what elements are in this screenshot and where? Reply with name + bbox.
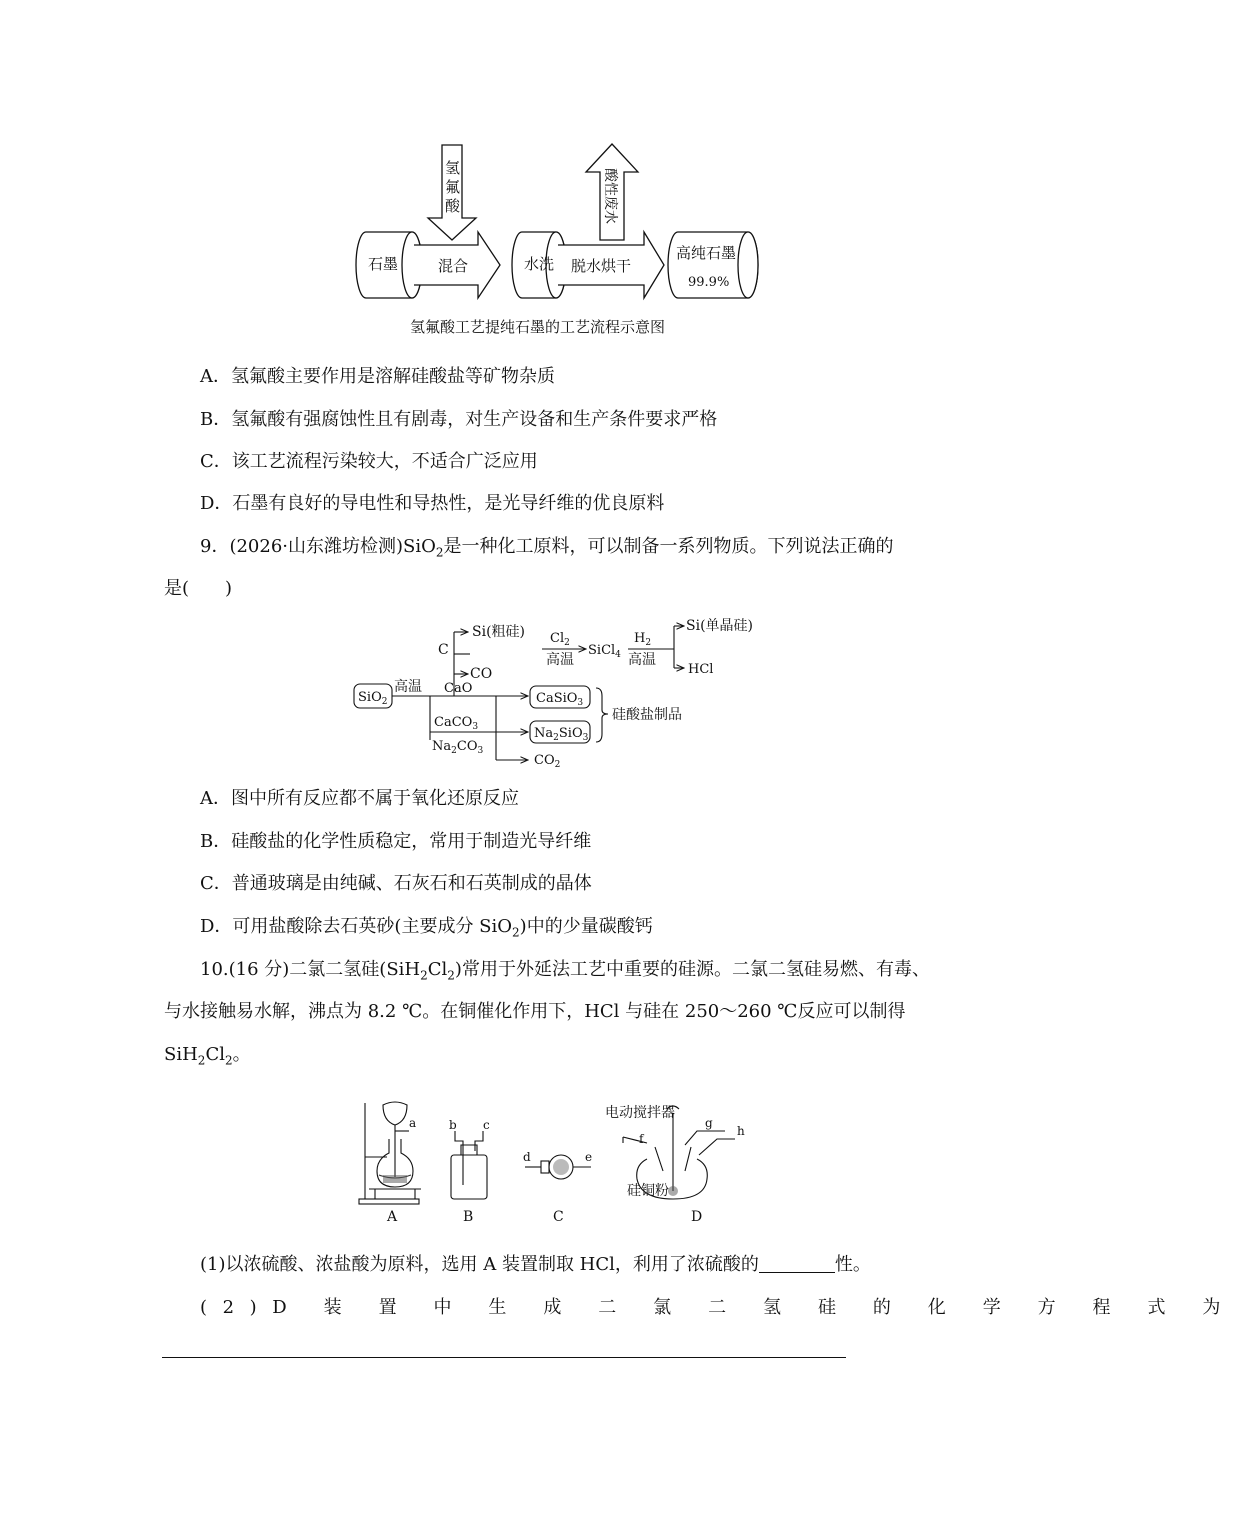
answer-line[interactable]	[162, 1357, 846, 1358]
label-e: e	[585, 1150, 593, 1164]
label-a: a	[409, 1116, 417, 1130]
gaowen-main: 高温	[394, 679, 422, 695]
product-casio3: CaSiO$_3$	[536, 691, 584, 708]
graphite-flow-diagram	[350, 140, 770, 310]
q10-line3: $SiH_2Cl_2$。	[164, 1044, 251, 1068]
apparatus-label-c: C	[553, 1209, 564, 1225]
q10-line2: 与水接触易水解，沸点为 8.2 ℃。在铜催化作用下，HCl 与硅在 250～260 ℃反应可以制得	[164, 1001, 906, 1022]
q8-option-a: A．氢氟酸主要作用是溶解硅酸盐等矿物杂质	[200, 366, 555, 387]
figure1-caption: 氢氟酸工艺提纯石墨的工艺流程示意图	[409, 318, 665, 336]
reagent-cao: CaO	[444, 681, 473, 696]
reagent-caco3: CaCO$_3$	[434, 715, 479, 732]
q10-sub2: (2)D 装 置 中 生 成 二 氯 二 氢 硅 的 化 学 方 程 式 为	[200, 1297, 1236, 1318]
q9-option-a: A．图中所有反应都不属于氧化还原反应	[200, 788, 519, 809]
product-na2sio3: $Na_2SiO_3$	[534, 726, 589, 743]
waste-label: 酸性废水	[602, 168, 618, 224]
q10-line1: 10.(16 分)二氯二氢硅$(SiH_2Cl_2)$常用于外延法工艺中重要的硅源。二氯二氢硅易燃、有毒、	[200, 959, 930, 983]
label-d: d	[523, 1150, 531, 1164]
box-wash-label: 水洗	[524, 255, 555, 273]
arrow-dry-label: 脱水烘干	[571, 257, 632, 275]
sio2-reaction-diagram	[350, 612, 770, 772]
hf-char-2: 氟	[445, 178, 461, 196]
product-label: 高纯石墨	[676, 244, 737, 262]
hf-char-1: 氢	[445, 159, 461, 177]
label-f: f	[639, 1132, 644, 1146]
q9-stem-line1: 9．(2026·山东潍坊检测)SiO$_2$是一种化工原料，可以制备一系列物质。下列说法正确的	[200, 536, 894, 560]
label-c: c	[483, 1118, 490, 1132]
product-sicl4: SiCl$_4$	[588, 643, 621, 660]
silicate-products-label: 硅酸盐制品	[612, 707, 682, 723]
apparatus-label-d: D	[691, 1209, 703, 1225]
q9-option-d: D．可用盐酸除去石英砂(主要成分 SiO$_2$)中的少量碳酸钙	[200, 916, 653, 940]
q9-option-b: B．硅酸盐的化学性质稳定，常用于制造光导纤维	[200, 831, 592, 852]
product-si-crude: Si(粗硅)	[472, 624, 525, 640]
reagent-na2co3: $Na_2CO_3$	[432, 739, 484, 756]
product-si-single: Si(单晶硅)	[686, 618, 753, 634]
product-hcl: HCl	[688, 662, 714, 677]
q8-option-c: C．该工艺流程污染较大，不适合广泛应用	[200, 451, 538, 472]
q8-option-d: D．石墨有良好的导电性和导热性，是光导纤维的优良原料	[200, 493, 665, 514]
q10-sub1: (1)以浓硫酸、浓盐酸为原料，选用 A 装置制取 HCl，利用了浓硫酸的 性。	[200, 1254, 871, 1275]
reagent-c: C	[438, 642, 449, 658]
answer-blank[interactable]	[759, 1254, 835, 1273]
product-co2: $CO_2$	[534, 753, 561, 770]
label-h: h	[737, 1124, 745, 1138]
product-co: CO	[470, 666, 493, 682]
reagent-cl2: $Cl_2$	[550, 631, 570, 648]
reagent-h2: $H_2$	[634, 631, 652, 648]
box-graphite-label: 石墨	[368, 255, 399, 273]
gaowen-3: 高温	[628, 652, 656, 668]
label-powder: 硅铜粉	[627, 1183, 669, 1199]
apparatus-label-a: A	[387, 1209, 398, 1225]
label-g: g	[705, 1116, 713, 1130]
q8-option-b: B．氢氟酸有强腐蚀性且有剧毒，对生产设备和生产条件要求严格	[200, 409, 718, 430]
arrow-mix-label: 混合	[438, 257, 469, 275]
start-sio2: SiO$_2$	[358, 690, 388, 707]
label-b: b	[449, 1118, 457, 1132]
hf-char-3: 酸	[445, 197, 461, 215]
q9-option-c: C．普通玻璃是由纯碱、石灰石和石英制成的晶体	[200, 873, 592, 894]
q9-stem-line2: 是( )	[164, 578, 233, 599]
apparatus-diagram	[355, 1095, 755, 1230]
product-purity: 99.9%	[688, 275, 730, 290]
apparatus-label-b: B	[463, 1209, 474, 1225]
label-stirrer: 电动搅拌器	[605, 1105, 675, 1121]
gaowen-2: 高温	[546, 652, 574, 668]
